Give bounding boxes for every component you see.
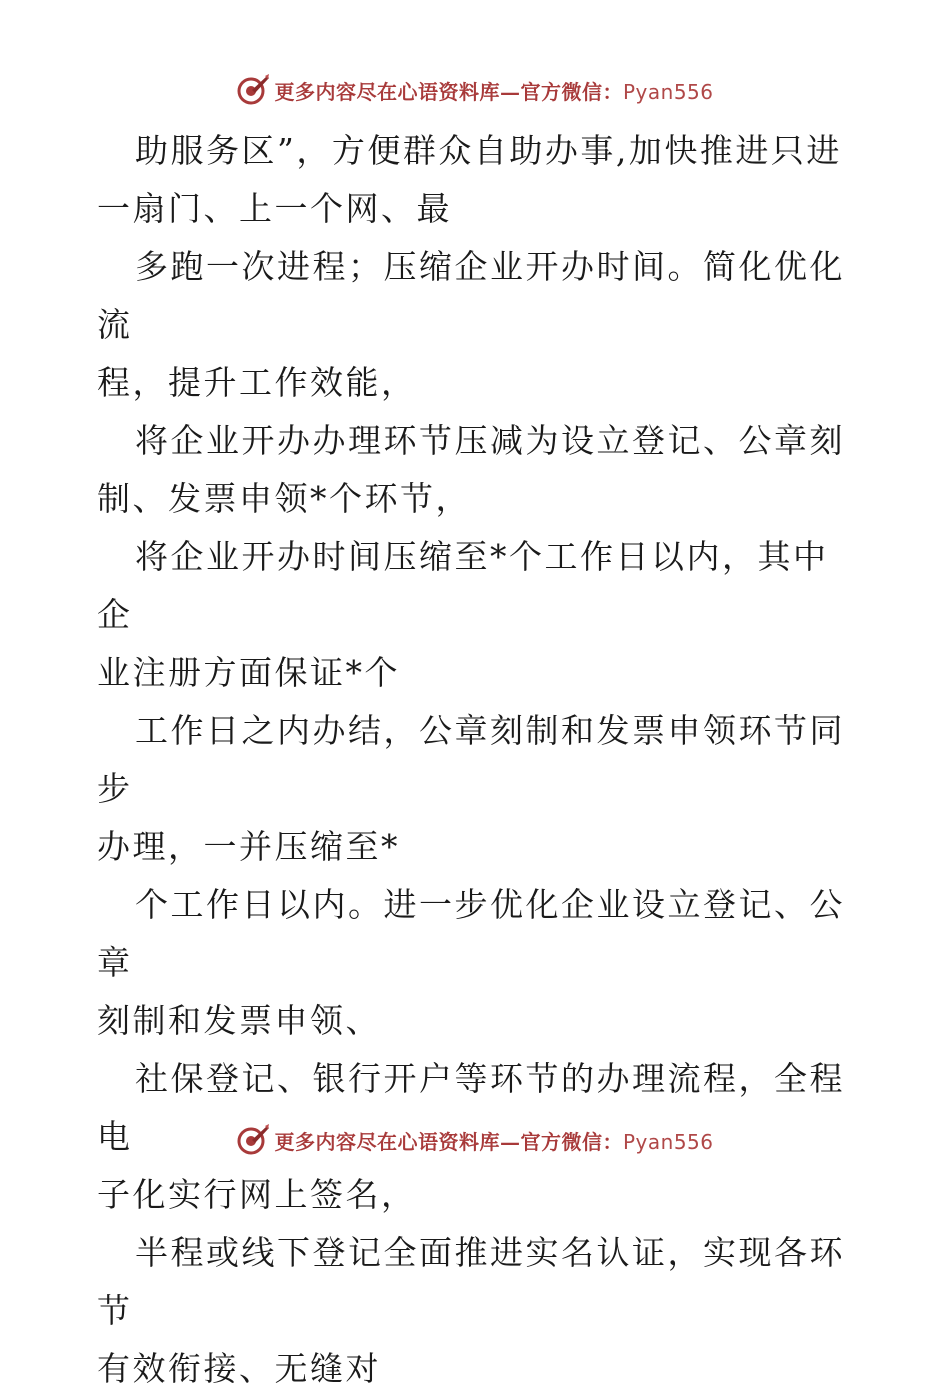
header-banner-text: 更多内容尽在心语资料库—官方微信：Pyan556: [274, 79, 714, 104]
footer-wechat-id: Pyan556: [622, 1129, 714, 1154]
paragraph-8: 半程或线下登记全面推进实名认证，实现各环节 有效衔接、无缝对: [97, 1233, 845, 1388]
footer-banner: [0, 1120, 950, 1160]
paragraph-7: 社保登记、银行开户等环节的办理流程，全程电 子化实行网上签名，: [97, 1059, 845, 1214]
header-banner: [0, 70, 950, 110]
paragraph-5: 工作日之内办结，公章刻制和发票申领环节同步 办理，一并压缩至*: [97, 711, 845, 866]
pen-logo-icon: [236, 1123, 270, 1157]
pen-logo-icon: [236, 73, 270, 107]
header-wechat-id: Pyan556: [622, 79, 714, 104]
footer-banner-text: 更多内容尽在心语资料库—官方微信：Pyan556: [274, 1129, 714, 1154]
paragraph-6: 个工作日以内。进一步优化企业设立登记、公章 刻制和发票申领、: [97, 885, 845, 1040]
paragraph-1: 助服务区”，方便群众自助办事,加快推进只进 一扇门、上一个网、最: [97, 131, 842, 228]
paragraph-3: 将企业开办办理环节压减为设立登记、公章刻 制、发票申领*个环节，: [97, 421, 845, 518]
paragraph-4: 将企业开办时间压缩至*个工作日以内，其中企 业注册方面保证*个: [97, 537, 829, 692]
document-body: [97, 122, 857, 1398]
paragraph-2: 多跑一次进程；压缩企业开办时间。简化优化流 程，提升工作效能，: [97, 247, 845, 402]
